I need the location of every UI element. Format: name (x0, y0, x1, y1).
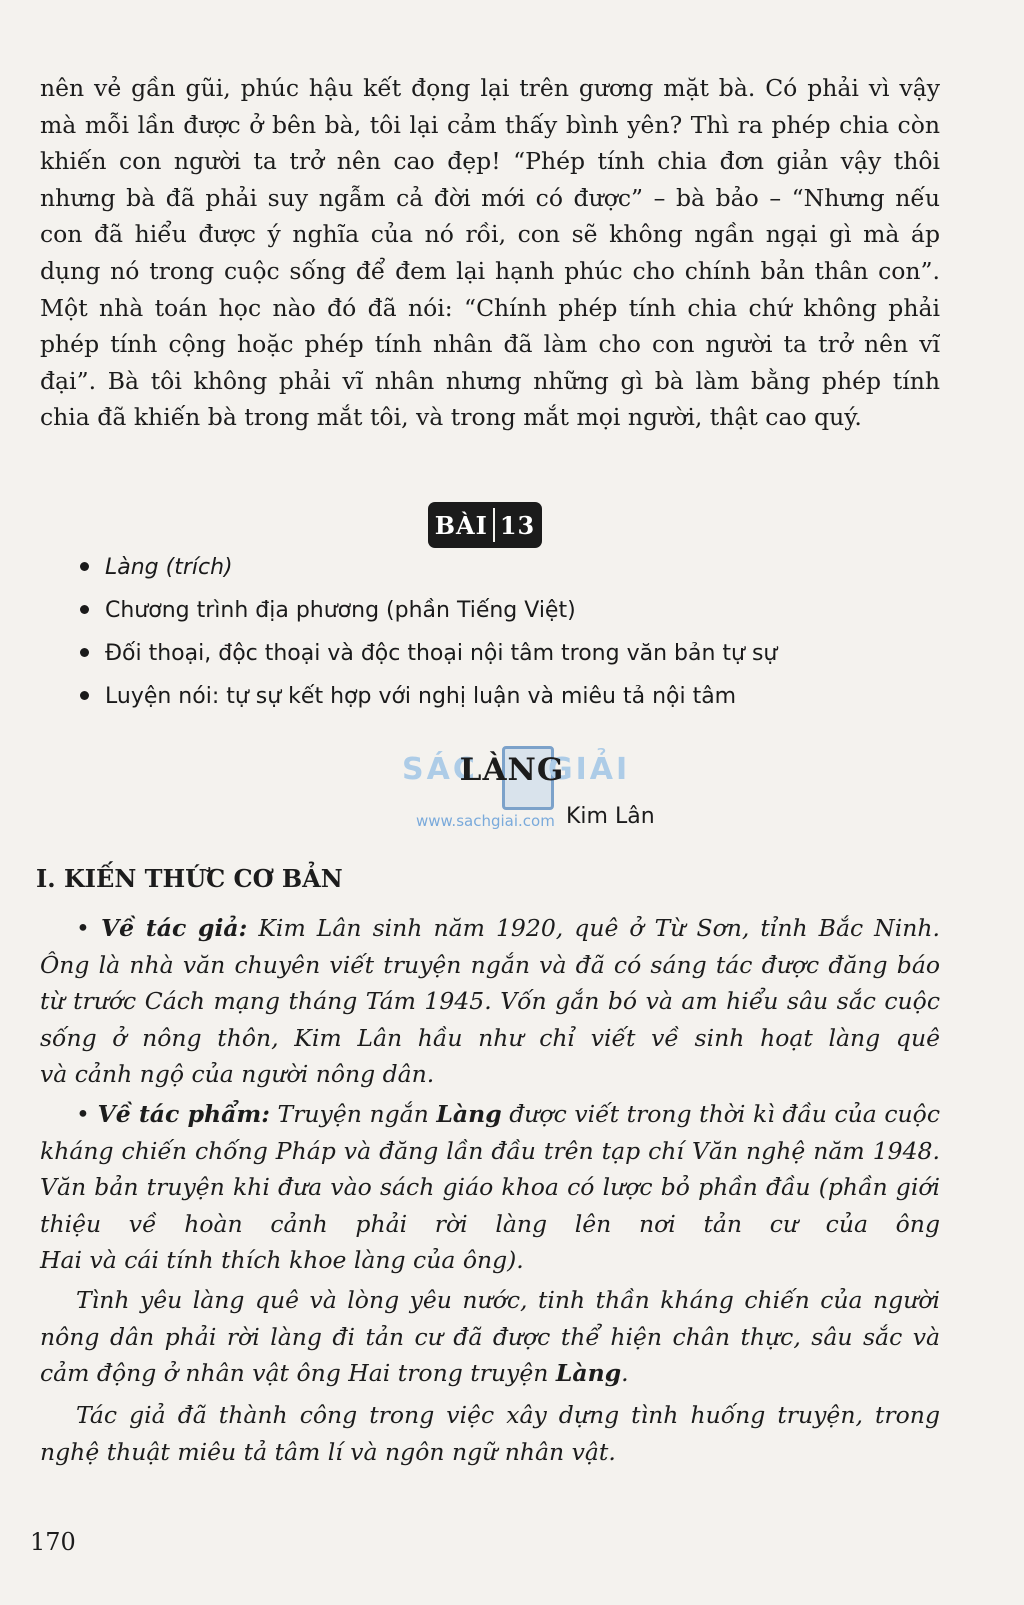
story-author: Kim Lân (566, 804, 655, 829)
list-item: Luyện nói: tự sự kết hợp với nghị luận và miêu tả nội tâm (80, 675, 960, 718)
author-label: Về tác giả: (100, 914, 248, 942)
story-title: LÀNG (459, 752, 565, 788)
intro-line: chia đã khiến bà trong mắt tôi, và trong mắt mọi người, thật cao quý. (40, 403, 862, 432)
love-paragraph (40, 1282, 940, 1392)
lesson-number: 13 (499, 510, 536, 540)
intro-paragraph (40, 70, 940, 436)
bullet-icon (80, 562, 89, 571)
intro-line: phép tính cộng hoặc phép tính nhân đã làm cho con người ta trở nên vĩ (40, 330, 940, 359)
watermark-logo-left: SÁC (402, 752, 478, 787)
author-line: Ông là nhà văn chuyên viết truyện ngắn và đã có sáng tác được đăng báo (40, 950, 940, 979)
work-line: năm 1948. Văn bản truyện khi đưa vào sách giáo khoa có lược bỏ phần (40, 1136, 940, 1202)
section-heading: I. KIẾN THỨC CƠ BẢN (36, 864, 343, 893)
intro-line: thôi nhưng bà đã phải suy ngẫm cả đời mới có được” – bà bảo – “Nhưng (40, 147, 940, 212)
love-last-line (40, 1355, 940, 1392)
author-line: từ trước Cách mạng tháng Tám 1945. Vốn gắn bó và am hiểu sâu sắc (40, 987, 876, 1016)
love-line: Tình yêu làng quê và lòng yêu nước, tinh thần kháng chiến của người (76, 1286, 940, 1314)
love-title: Làng (555, 1359, 622, 1388)
love-period: . (621, 1359, 629, 1388)
page-number: 170 (30, 1528, 76, 1556)
intro-line: mà mỗi lần được ở bên bà, tôi lại cảm thấy bình yên? Thì ra phép chia (40, 110, 889, 139)
intro-line: nếu con đã hiểu được ý nghĩa của nó rồi, con sẽ không ngần ngại gì mà áp (40, 183, 940, 249)
author-line: Kim Lân sinh năm 1920, quê ở Từ Sơn, tỉnh Bắc Ninh. (258, 914, 940, 942)
bullet-icon: • (76, 1100, 90, 1128)
work-label: Về tác phẩm: (97, 1100, 270, 1128)
work-line: cuộc kháng chiến chống Pháp và đăng lần đầu trên tạp chí Văn nghệ (40, 1100, 940, 1165)
list-item: Làng (trích) (80, 546, 960, 589)
author-line: và cảnh ngộ của người nông dân. (40, 1060, 435, 1089)
badge-divider (493, 508, 495, 542)
intro-line: Một nhà toán học nào đó đã nói: “Chính phép tính chia chứ không phải (40, 293, 940, 322)
lesson-word: BÀI (434, 510, 488, 540)
intro-line: còn khiến con người ta trở nên cao đẹp! “Phép tính chia đơn giản vậy (40, 110, 940, 176)
work-paragraph (40, 1096, 940, 1279)
love-text: cảm động ở nhân vật ông Hai trong truyện (40, 1359, 549, 1388)
work-line: Hai và cái tính thích khoe làng của ông). (40, 1246, 524, 1275)
work-text: Truyện ngắn (277, 1100, 429, 1128)
work-title: Làng (436, 1100, 502, 1128)
list-item: Chương trình địa phương (phần Tiếng Việt) (80, 589, 960, 632)
lesson-badge (428, 502, 542, 548)
watermark-logo-right: GIẢI (548, 752, 631, 787)
bullet-icon: • (76, 914, 90, 942)
work-line: đầu (phần giới thiệu về hoàn cảnh phải rời làng lên nơi tản cư của ông (40, 1173, 940, 1238)
art-line: Tác giả đã thành công trong việc xây dựng tình huống truyện, trong (76, 1401, 940, 1429)
author-paragraph (40, 910, 940, 1093)
work-text: được viết trong thời kì đầu của (509, 1100, 877, 1128)
bullet-icon (80, 605, 89, 614)
author-line: cuộc sống ở nông thôn, Kim Lân hầu như chỉ viết về sinh hoạt làng quê (40, 987, 940, 1052)
intro-line: đại”. Bà tôi không phải vĩ nhân nhưng những gì bà làm bằng phép tính (40, 366, 940, 395)
art-line: nghệ thuật miêu tả tâm lí và ngôn ngữ nhân vật. (40, 1437, 616, 1466)
watermark-url: www.sachgiai.com (416, 812, 555, 830)
intro-line: nên vẻ gần gũi, phúc hậu kết đọng lại trên gương mặt bà. Có phải vì vậy (40, 74, 940, 102)
bullet-icon (80, 648, 89, 657)
lesson-contents-list (80, 546, 960, 718)
intro-line: dụng nó trong cuộc sống để đem lại hạnh phúc cho chính bản thân con”. (40, 256, 940, 285)
list-item: Đối thoại, độc thoại và độc thoại nội tâm trong văn bản tự sự (80, 632, 960, 675)
love-line: nông dân phải rời làng đi tản cư đã được thể hiện chân thực, sâu sắc và (40, 1322, 940, 1351)
bullet-icon (80, 691, 89, 700)
art-paragraph (40, 1397, 940, 1470)
